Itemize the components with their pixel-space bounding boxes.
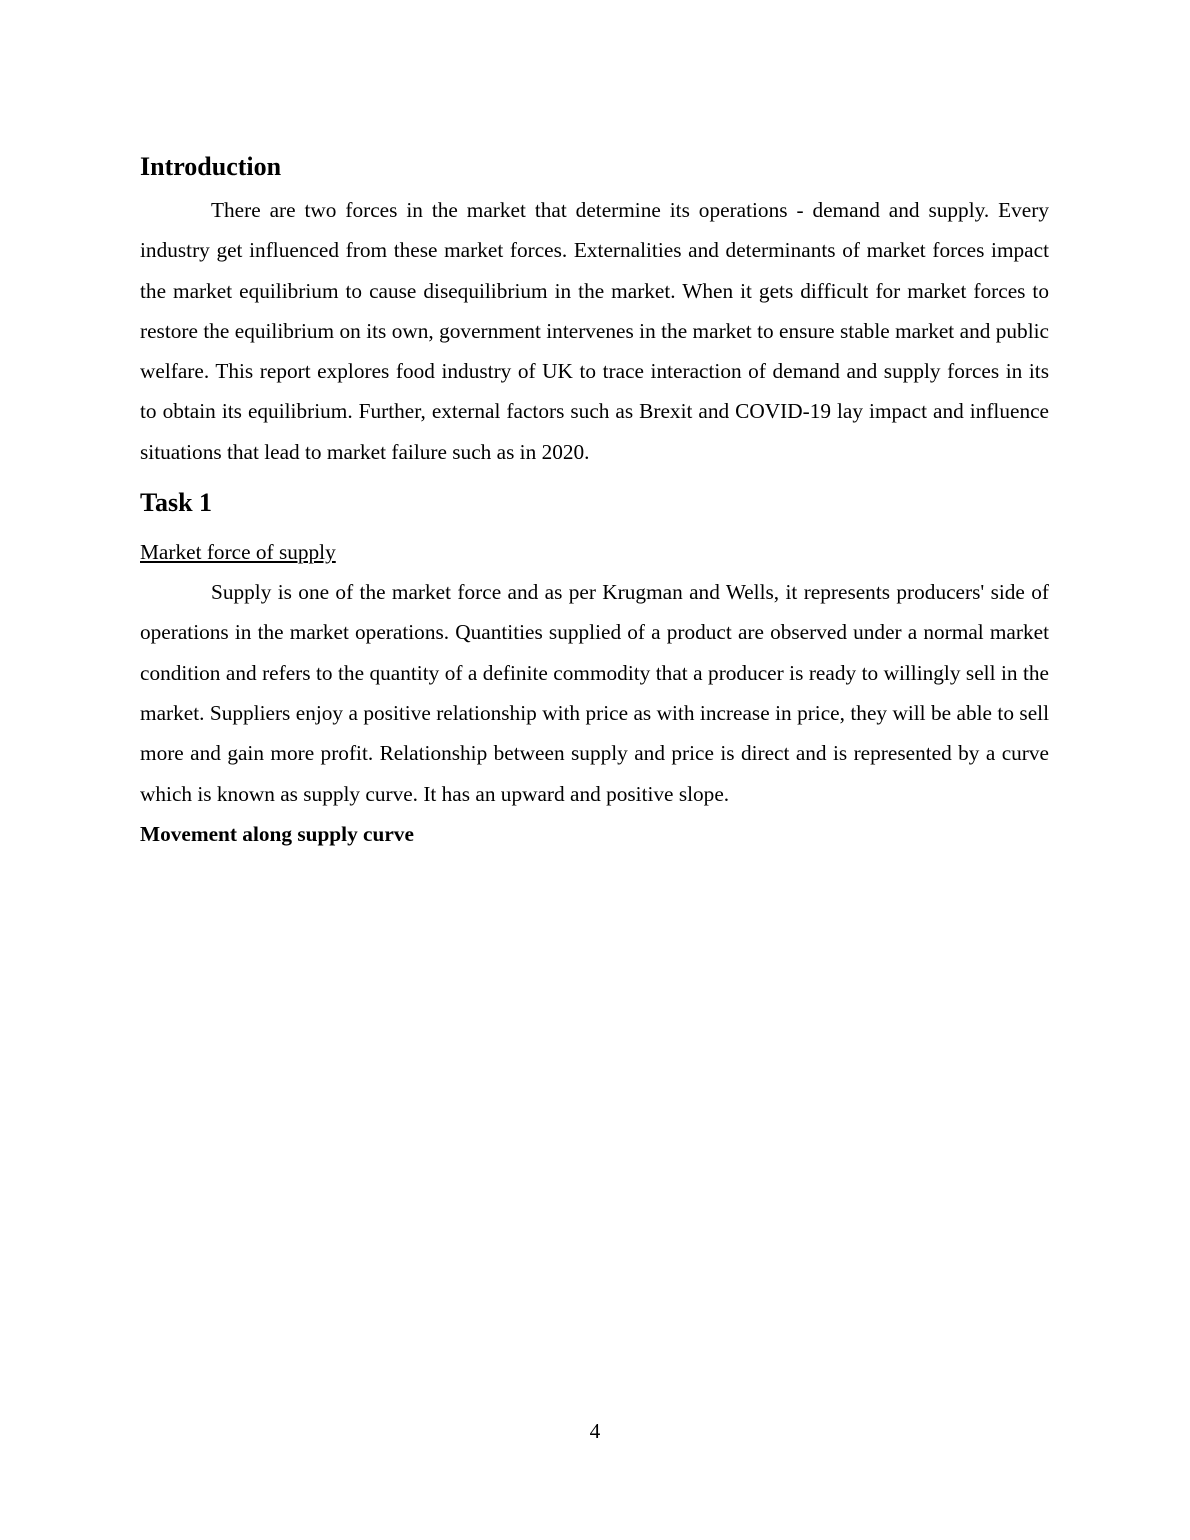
market-force-of-supply-subheading: Market force of supply [140, 540, 336, 565]
supply-paragraph: Supply is one of the market force and as per Krugman and Wells, it represents producers' side of operations in the market operations. Quantities supplied of a product are observed under a normal market condition and refers to the quantity of a definite commodity that a producer is ready to willingly sell in the market. Suppliers enjoy a positive relationship with price as with increase in price, they will be able to sell more and gain more profit. Relationship between supply and price is direct and is represented by a curve which is known as supply curve. It has an upward and positive slope. [140, 580, 1049, 806]
introduction-paragraph: There are two forces in the market that determine its operations - demand and supply. Every industry get influenced from these market forces. Externalities and determinants of market forces impact the market equilibrium to cause disequilibrium in the market. When it gets difficult for market forces to restore the equilibrium on its own, government intervenes in the market to ensure stable market and public welfare. This report explores food industry of UK to trace interaction of demand and supply forces in its to obtain its equilibrium. Further, external factors such as Brexit and COVID-19 lay impact and influence situations that lead to market failure such as in 2020. [140, 198, 1049, 464]
introduction-heading: Introduction [140, 152, 282, 181]
page-number: 4 [589, 1419, 601, 1443]
page-content [140, 150, 1049, 854]
movement-along-supply-curve-heading: Movement along supply curve [140, 821, 414, 846]
task-1-heading: Task 1 [140, 488, 213, 518]
